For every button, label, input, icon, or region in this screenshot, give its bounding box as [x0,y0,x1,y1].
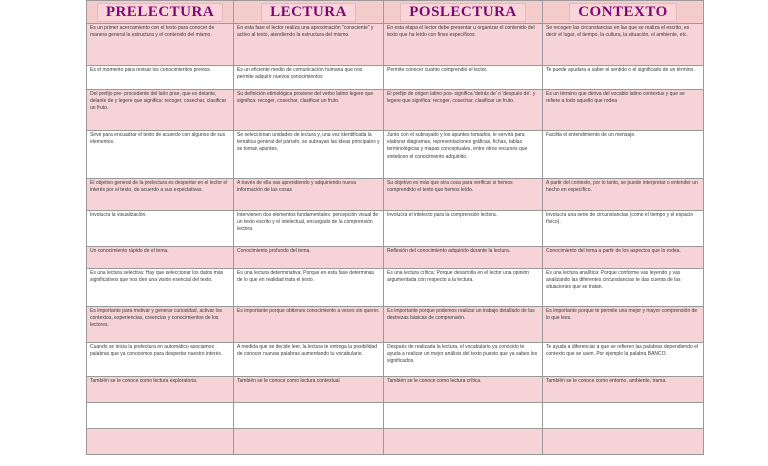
table-cell-contexto: Se recogen las circunstancias en las que se realiza el escrito, es decir el lugar, el tiempo, la cultura, la situación, el ambiente, etc. [543,24,704,66]
table-cell-prelectura: Es el momento para revisar los conocimientos previos. [87,66,234,90]
table-cell-poslectura: También se le conoce como lectura crítica. [384,377,543,403]
table-row [87,66,704,90]
table-row [87,269,704,307]
table-cell-lectura: Es importante porque obtienes conocimiento a veces sin querer. [234,307,384,343]
table-cell-lectura: Es un eficiente medio de comunicación humana que nos permite adquirir nuevos conocimientos [234,66,384,90]
table-cell-prelectura: El objetivo general de la prelectura es despertar en el lector el interés por el texto, de acuerdo a sus expectativas. [87,179,234,211]
table-cell-poslectura: Después de realizada la lectura, el vocabulario ya conocido te ayuda a realizar un mejor análisis del texto puesto que ya sabes los significados. [384,343,543,377]
comparison-table-sheet [86,0,703,466]
table-row [87,403,704,429]
table-row [87,179,704,211]
table-row [87,24,704,66]
table-cell-prelectura [87,429,234,455]
table-cell-poslectura: Permite conocer cuanto comprendió el lector. [384,66,543,90]
table-cell-prelectura: Sirve para encuadrar el texto de acuerdo con algunos de sus elementos. [87,131,234,179]
table-cell-prelectura: Es una lectura selectiva: Hay que seleccionar los datos más significativos que nos den una visión esencial del texto. [87,269,234,307]
table-cell-contexto: Te puede ayudara a saber el sentido o el significado de un término. [543,66,704,90]
table-cell-poslectura: Es una lectura crítica: Porque desarrolla en el lector una opinión argumentada con respecto a la lectura. [384,269,543,307]
table-cell-contexto: Facilita el entendimiento de un mensaje. [543,131,704,179]
header-prelectura-label: PRELECTURA [97,3,223,22]
table-cell-contexto: A partir del contexto, por lo tanto, se puede interpretar o entender un hecho en específico. [543,179,704,211]
table-row [87,90,704,131]
table-cell-contexto: Conocimiento del tema a partir de los aspectos que lo rodea. [543,247,704,269]
table-cell-poslectura: En esta etapa el lector debe presentar u organizar el contenido del texto que ha leído con fines específicos. [384,24,543,66]
table-cell-poslectura: Involucra el intelecto para la comprensión lectora. [384,211,543,247]
table-cell-contexto: Es importante porque te permite una mejor y mayor comprensión de lo que lees. [543,307,704,343]
table-cell-poslectura [384,429,543,455]
table-cell-poslectura: El prefijo de origen latino pos- significa 'detrás de' o 'después de'. y legere que significa: recoger, cosechar, clasificar un fruto. [384,90,543,131]
table-cell-contexto: También se le conoce como entorno, ambiente, trama. [543,377,704,403]
table-cell-prelectura [87,403,234,429]
table-cell-poslectura: Reflexión del conocimiento adquirido durante la lectura. [384,247,543,269]
table-cell-lectura: Conocimiento profundo del tema. [234,247,384,269]
table-body [87,24,704,455]
table-cell-prelectura: Involucra la visualización. [87,211,234,247]
header-lectura-label: LECTURA [261,3,356,22]
table-cell-prelectura: Es un primer acercamiento con el texto para conocer de manera general la estructura y el contenido del mismo. [87,24,234,66]
header-lectura [234,1,384,24]
table-cell-lectura: Su definición etimológica proviene del verbo latino legere que significa: recoger, cosechar, clasificar un fruto. [234,90,384,131]
table-cell-lectura: Intervienen dos elementos fundamentales: percepción visual de un texto escrito y el intelectual, encargado de la comprensión lectora. [234,211,384,247]
table-cell-contexto: Es un término que deriva del vocablo latino contextus y que se refiere a todo aquello que rodea [543,90,704,131]
table-row [87,131,704,179]
table-row [87,211,704,247]
table-cell-prelectura: Cuando se inicia la prelectura en automático asociamos palabras que ya conocemos para despertar nuestro interés. [87,343,234,377]
table-cell-contexto: Involucra una serie de circunstancias (como el tiempo y el espacio físico). [543,211,704,247]
header-contexto-label: CONTEXTO [569,3,677,22]
table-cell-poslectura: Junto con el subrayado y los apuntes tomados, le servirá para elaborar diagramas, representaciones gráficas, fichas, tablas terminológicas y mapas conceptuales, entre otros recursos que sinteticen el conocimiento adquirido. [384,131,543,179]
table-row [87,247,704,269]
reading-phases-table [86,0,704,455]
table-cell-prelectura: Del prefijo pre- procedente del latín prae, que es delante, delante de y legere que significa: recoger, cosechar, clasificar un fruto. [87,90,234,131]
table-cell-lectura: A medida que se decide leer, la lectura te entrega la posibilidad de conocer nuevas palabras aumentando tu vocabulario. [234,343,384,377]
table-cell-lectura [234,429,384,455]
table-row [87,429,704,455]
table-cell-contexto [543,429,704,455]
header-poslectura [384,1,543,24]
table-cell-contexto: Te ayuda a diferenciar a que se refieren las palabras dependiendo el contexto que se usen. Por ejemplo la palabra BANCO. [543,343,704,377]
table-cell-poslectura: Su objetivo es más que otra cosa para verificar si hemos comprendido el texto que hemos leído. [384,179,543,211]
table-row [87,307,704,343]
table-cell-prelectura: Un conocimiento rápido de el tema. [87,247,234,269]
table-row [87,343,704,377]
table-cell-lectura [234,403,384,429]
table-cell-lectura: En esta fase el lector realiza una aproximación "consciente" y activo al texto, atendiendo la estructura del mismo. [234,24,384,66]
table-row [87,377,704,403]
header-row [87,1,704,24]
table-cell-lectura: Se seleccionan unidades de lectura y, una vez identificada la temática general del párrafo, se subrayan las ideas principales y se toman apuntes. [234,131,384,179]
table-cell-contexto [543,403,704,429]
table-cell-prelectura: También se le conoce como lectura exploratoria. [87,377,234,403]
table-cell-lectura: También se le conoce como lectura contextual [234,377,384,403]
table-cell-contexto: Es una lectura analítica: Porque conforme vas leyendo y vas analizando las diferentes circunstancias te das cuenta de las situaciones que se tratan. [543,269,704,307]
table-cell-poslectura [384,403,543,429]
table-cell-lectura: Es una lectura determinativa: Porque en esta fase determinas de lo que en realidad trata el texto. [234,269,384,307]
table-cell-lectura: A través de ella vas aprendiendo y adquiriendo nueva información de las cosas [234,179,384,211]
header-prelectura [87,1,234,24]
header-contexto [543,1,704,24]
table-cell-prelectura: Es importante para motivar y generar curiosidad, activar los contextos, experiencias, creencias y conocimientos de los lectores. [87,307,234,343]
table-cell-poslectura: Es importante porque podemos realizar un trabajo detallado de las destrezas básicas de comprensión. [384,307,543,343]
header-poslectura-label: POSLECTURA [400,3,526,22]
